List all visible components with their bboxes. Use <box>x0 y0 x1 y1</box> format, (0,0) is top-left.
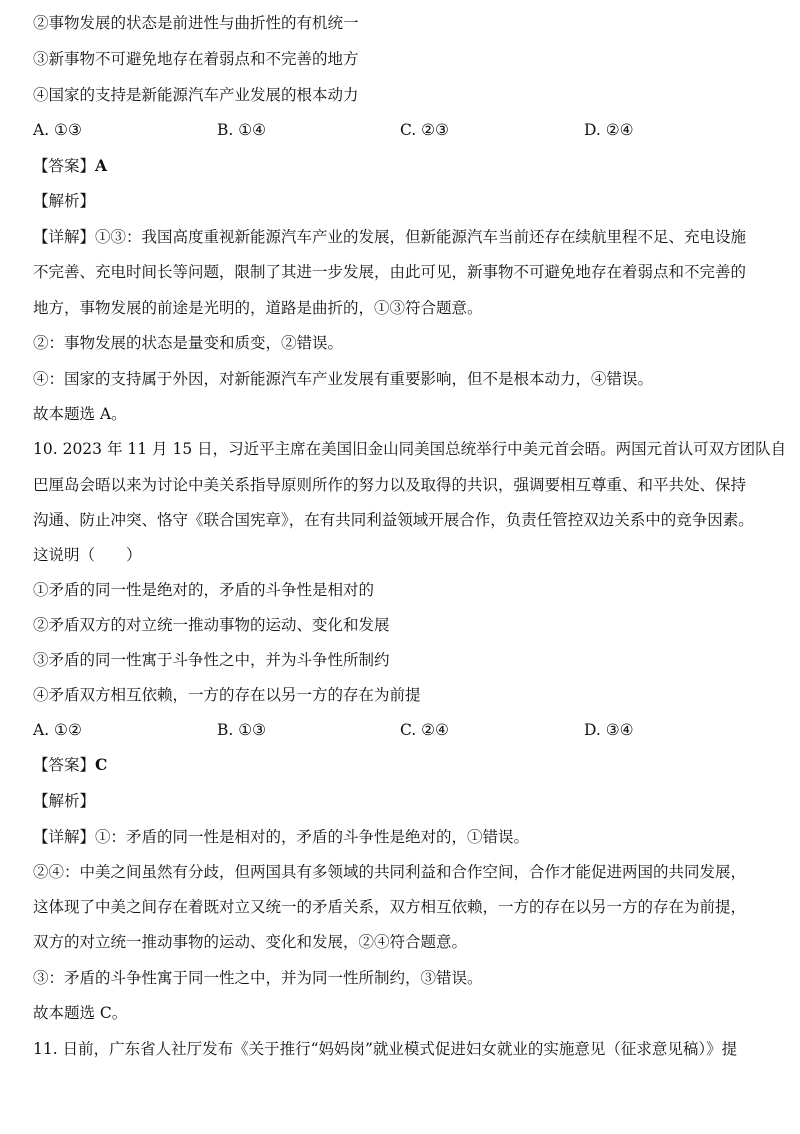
q9-explanation-4: ②：事物发展的状态是量变和质变，②错误。 <box>33 334 344 352</box>
q10-explanation-text: ①：矛盾的同一性是相对的，矛盾的斗争性是绝对的，①错误。 <box>95 828 530 846</box>
q9-explanation-3: 地方，事物发展的前途是光明的，道路是曲折的，①③符合题意。 <box>33 299 483 317</box>
q10-answer-label: 【答案】 <box>33 756 96 774</box>
q11-stem-1: 11. 日前，广东省人社厅发布《关于推行“妈妈岗”就业模式促进妇女就业的实施意见（征求意见稿）》提 <box>33 1040 738 1058</box>
q10-explanation-3: 这体现了中美之间存在着既对立又统一的矛盾关系，双方相互依赖，一方的存在以另一方的存在为前提， <box>33 898 747 916</box>
q10-detail-label: 【详解】 <box>33 828 96 846</box>
q9-choice-c: C. ②③ <box>400 121 449 139</box>
q10-explanation-4: 双方的对立统一推动事物的运动、变化和发展，②④符合题意。 <box>33 933 468 951</box>
q10-conclusion: 故本题选 C。 <box>33 1004 128 1022</box>
q9-explanation-5: ④：国家的支持属于外因，对新能源汽车产业发展有重要影响，但不是根本动力，④错误。 <box>33 370 654 388</box>
q9-answer-label: 【答案】 <box>33 157 96 175</box>
q9-analysis-label: 【解析】 <box>33 192 96 210</box>
q10-stem-3: 沟通、防止冲突、恪守《联合国宪章》，在有共同利益领域开展合作，负责任管控双边关系中的竞争因素。 <box>33 511 754 529</box>
q10-answer-value: C <box>95 755 108 774</box>
q10-option-4: ④矛盾双方相互依赖，一方的存在以另一方的存在为前提 <box>33 686 421 704</box>
q10-option-1: ①矛盾的同一性是绝对的，矛盾的斗争性是相对的 <box>33 581 375 599</box>
q9-answer-value: A <box>95 156 108 175</box>
q9-explanation-text: ①③：我国高度重视新能源汽车产业的发展，但新能源汽车当前还存在续航里程不足、充电设施 <box>95 228 747 246</box>
q9-option-4: ④国家的支持是新能源汽车产业发展的根本动力 <box>33 86 359 104</box>
q9-explanation-1 <box>33 226 773 248</box>
q10-option-2: ②矛盾双方的对立统一推动事物的运动、变化和发展 <box>33 616 390 634</box>
q10-explanation-2: ②④：中美之间虽然有分歧，但两国具有多领域的共同利益和合作空间，合作才能促进两国的共同发展， <box>33 863 747 881</box>
q10-explanation-1 <box>33 826 773 848</box>
q10-explanation-5: ③：矛盾的斗争性寓于同一性之中，并为同一性所制约，③错误。 <box>33 969 483 987</box>
q10-choice-d: D. ③④ <box>584 721 634 739</box>
q9-conclusion: 故本题选 A。 <box>33 405 127 423</box>
q10-option-3: ③矛盾的同一性寓于斗争性之中，并为斗争性所制约 <box>33 651 390 669</box>
q10-choice-a: A. ①② <box>33 721 82 739</box>
q9-choice-b: B. ①④ <box>217 121 267 139</box>
q9-explanation-2: 不完善、充电时间长等问题，限制了其进一步发展，由此可见，新事物不可避免地存在着弱点和不完善的 <box>33 263 747 281</box>
q10-stem-4: 这说明（ ） <box>33 546 142 564</box>
q9-option-3: ③新事物不可避免地存在着弱点和不完善的地方 <box>33 50 359 68</box>
q9-choice-a: A. ①③ <box>33 121 82 139</box>
q10-stem-2: 巴厘岛会晤以来为讨论中美关系指导原则所作的努力以及取得的共识，强调要相互尊重、和平共处、保持 <box>33 476 747 494</box>
q9-option-2: ②事物发展的状态是前进性与曲折性的有机统一 <box>33 14 359 32</box>
q9-answer <box>33 155 773 177</box>
q10-stem-1: 10. 2023 年 11 月 15 日，习近平主席在美国旧金山同美国总统举行中美元首会晤。两国元首认可双方团队自 <box>33 440 787 458</box>
q10-analysis-label: 【解析】 <box>33 792 96 810</box>
q10-choice-c: C. ②④ <box>400 721 449 739</box>
q10-answer <box>33 754 773 776</box>
q9-choice-d: D. ②④ <box>584 121 634 139</box>
q9-detail-label: 【详解】 <box>33 228 96 246</box>
q10-choice-b: B. ①③ <box>217 721 267 739</box>
